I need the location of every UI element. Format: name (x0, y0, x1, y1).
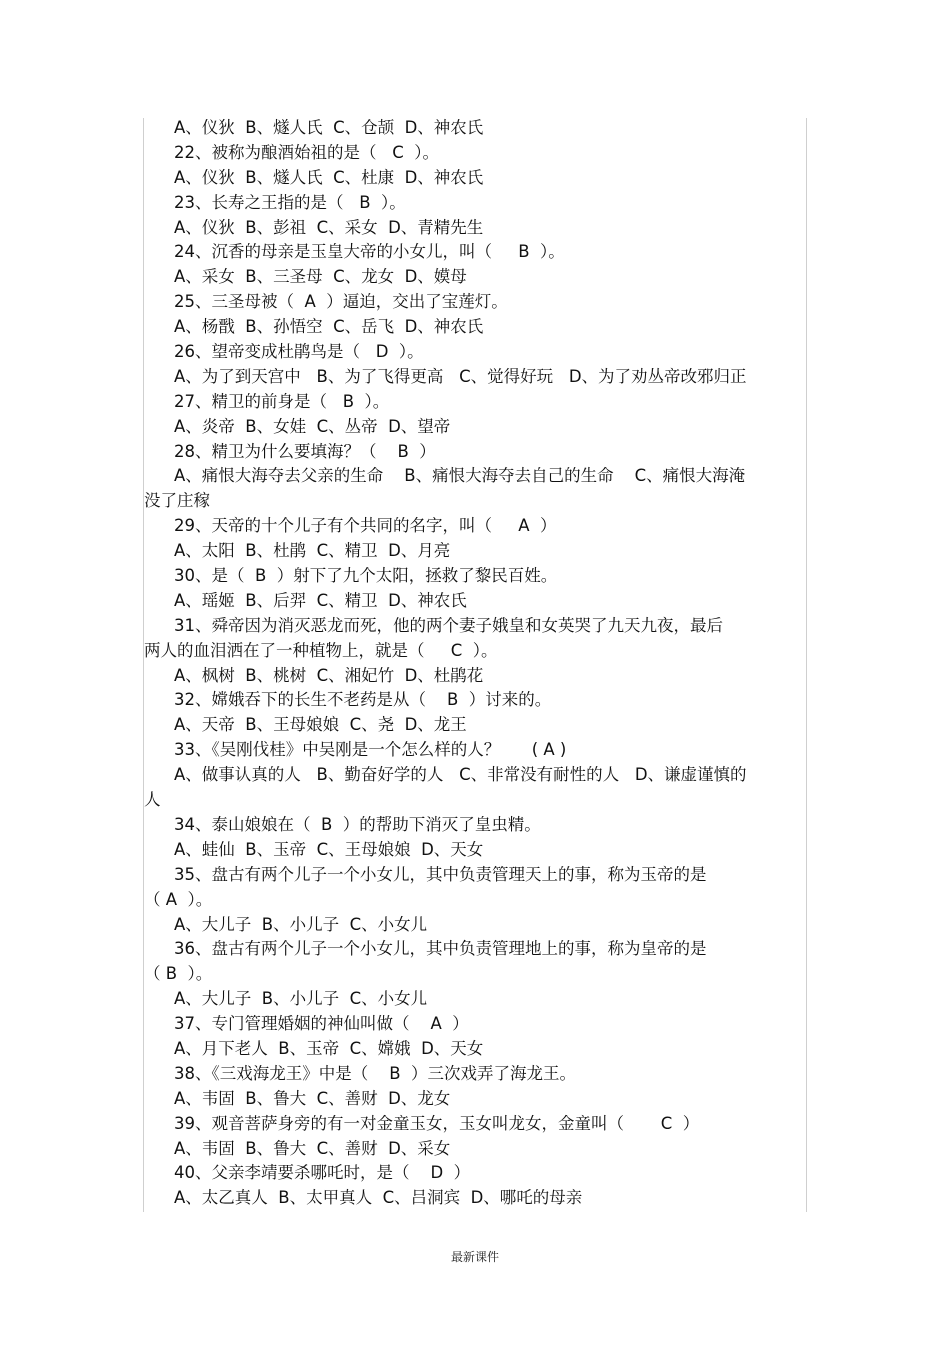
text-line: 23、长寿之王指的是（ B ）。 (174, 192, 406, 212)
text-line: A、瑶姬 B、后羿 C、精卫 D、神农氏 (174, 590, 467, 610)
text-line: 35、盘古有两个儿子一个小女儿，其中负责管理天上的事，称为玉帝的是 (174, 864, 707, 884)
text-line: A、蛙仙 B、玉帝 C、王母娘娘 D、天女 (174, 839, 484, 859)
text-line: A、炎帝 B、女娃 C、丛帝 D、望帝 (174, 416, 451, 436)
text-line: A、仪狄 B、燧人氏 C、杜康 D、神农氏 (174, 167, 484, 187)
text-line: A、为了到天宫中 B、为了飞得更高 C、觉得好玩 D、为了劝丛帝改邪归正 (174, 366, 747, 386)
text-line: 39、观音菩萨身旁的有一对金童玉女，玉女叫龙女，金童叫（ C ） (174, 1113, 700, 1133)
text-line: 34、泰山娘娘在（ B ）的帮助下消灭了皇虫精。 (174, 814, 541, 834)
text-line: 37、专门管理婚姻的神仙叫做（ A ） (174, 1014, 469, 1034)
text-line: A、韦固 B、鲁大 C、善财 D、龙女 (174, 1088, 451, 1108)
text-line: 22、被称为酿酒始祖的是（ C ）。 (174, 142, 439, 162)
text-line: 人 (144, 790, 161, 810)
text-line: 30、是（ B ）射下了九个太阳，拯救了黎民百姓。 (174, 566, 558, 586)
text-line: 没了庄稼 (144, 491, 210, 511)
text-line: A、采女 B、三圣母 C、龙女 D、嫫母 (174, 267, 467, 287)
text-line: A、仪狄 B、燧人氏 C、仓颉 D、神农氏 (174, 118, 484, 137)
text-line: A、大儿子 B、小儿子 C、小女儿 (174, 989, 428, 1009)
text-line: A、大儿子 B、小儿子 C、小女儿 (174, 914, 428, 934)
text-line: A、月下老人 B、玉帝 C、嫦娥 D、天女 (174, 1038, 484, 1058)
text-line: A、做事认真的人 B、勤奋好学的人 C、非常没有耐性的人 D、谦虚谨慎的 (174, 765, 747, 785)
text-line: A、天帝 B、王母娘娘 C、尧 D、龙王 (174, 715, 467, 735)
text-line: 36、盘古有两个儿子一个小女儿，其中负责管理地上的事，称为皇帝的是 (174, 939, 707, 959)
text-line: 31、舜帝因为消灭恶龙而死，他的两个妻子娥皇和女英哭了九天九夜，最后 (174, 615, 723, 635)
text-line: A、韦固 B、鲁大 C、善财 D、采女 (174, 1138, 451, 1158)
text-line: （ A ）。 (144, 889, 213, 909)
text-line: 32、嫦娥吞下的长生不老药是从（ B ）讨来的。 (174, 690, 552, 710)
text-line: A、太阳 B、杜鹃 C、精卫 D、月亮 (174, 541, 451, 561)
text-line: 25、三圣母被（ A ）逼迫，交出了宝莲灯。 (174, 292, 508, 312)
text-line: 33、《吴刚伐桂》中吴刚是一个怎么样的人？ ( A ) (174, 740, 567, 760)
text-line: 24、沉香的母亲是玉皇大帝的小女儿，叫（ B ）。 (174, 242, 565, 262)
text-line: 40、父亲李靖要杀哪吒时，是（ D ） (174, 1163, 471, 1183)
text-line: 27、精卫的前身是（ B ）。 (174, 391, 390, 411)
right-margin-rule (806, 118, 807, 1212)
text-line: A、仪狄 B、彭祖 C、采女 D、青精先生 (174, 217, 484, 237)
text-line: A、太乙真人 B、太甲真人 C、吕洞宾 D、哪吒的母亲 (174, 1188, 583, 1208)
page-footer: 最新课件 (450, 1250, 499, 1264)
text-line: （ B ）。 (144, 964, 213, 984)
text-line: 29、天帝的十个儿子有个共同的名字，叫（ A ） (174, 516, 557, 536)
text-line: A、痛恨大海夺去父亲的生命 B、痛恨大海夺去自己的生命 C、痛恨大海淹 (174, 466, 746, 486)
text-line: 两人的血泪洒在了一种植物上，就是（ C ）。 (144, 640, 498, 660)
text-line: A、枫树 B、桃树 C、湘妃竹 D、杜鹃花 (174, 665, 484, 685)
text-line: A、杨戬 B、孙悟空 C、岳飞 D、神农氏 (174, 317, 484, 337)
text-line: 26、望帝变成杜鹃鸟是（ D ）。 (174, 342, 424, 362)
text-line: 28、精卫为什么要填海？（ B ） (174, 441, 436, 461)
text-line: 38、《三戏海龙王》中是（ B ）三次戏弄了海龙王。 (174, 1063, 577, 1083)
document-body (144, 116, 794, 1211)
